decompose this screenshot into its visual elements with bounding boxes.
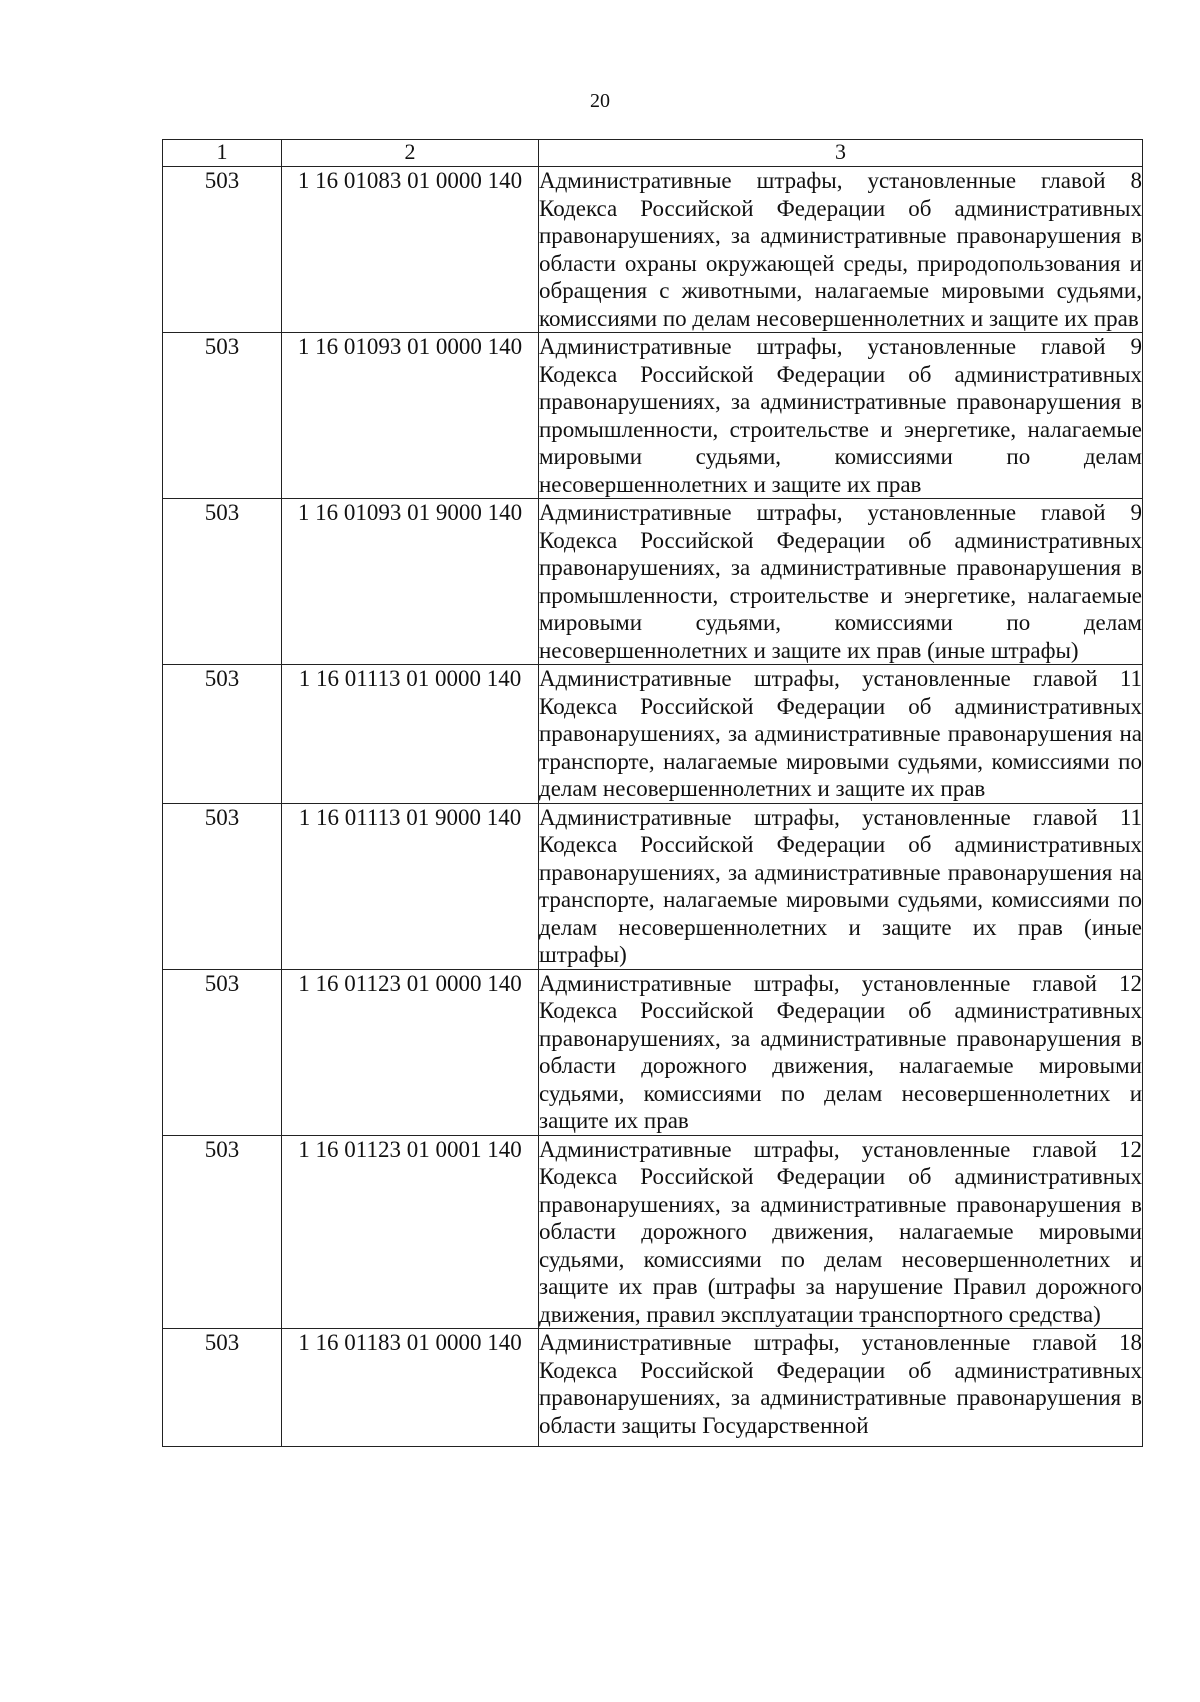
table-row — [163, 167, 1143, 333]
table-row — [163, 665, 1143, 804]
column-header-3: 3 — [539, 140, 1143, 167]
kbk-code-cell: 1 16 01123 01 0001 140 — [282, 1135, 539, 1329]
description-cell — [539, 1329, 1143, 1447]
admin-code-cell: 503 — [163, 499, 282, 665]
column-header-1: 1 — [163, 140, 282, 167]
description-cell: Административные штрафы, установленные главой 8 Кодекса Российской Федерации об административных правонарушениях, за административные правонарушения в области охраны окружающей среды, природопользования и обращения с животными, налагаемые мировыми судьями, комиссиями по делам несовершеннолетних и защите их прав — [539, 168, 1142, 331]
kbk-table — [162, 139, 1143, 1447]
admin-code-cell: 503 — [163, 665, 282, 804]
admin-code-cell: 503 — [163, 333, 282, 499]
kbk-code-cell: 1 16 01183 01 0000 140 — [282, 1329, 539, 1447]
description-cell: Административные штрафы, установленные главой 9 Кодекса Российской Федерации об административных правонарушениях, за административные правонарушения в промышленности, строительстве и энергетике, налагаемые мировыми судьями, комиссиями по делам несовершеннолетних и защите их прав — [539, 334, 1142, 497]
description-cell: Административные штрафы, установленные главой 11 Кодекса Российской Федерации об административных правонарушениях, за административные правонарушения на транспорте, налагаемые мировыми судьями, комиссиями по делам несовершеннолетних и защите их прав (иные штрафы) — [539, 804, 1142, 967]
admin-code-cell: 503 — [163, 803, 282, 969]
description-cell: Административные штрафы, установленные главой 12 Кодекса Российской Федерации об административных правонарушениях, за административные правонарушения в области дорожного движения, налагаемые мировыми судьями, комиссиями по делам несовершеннолетних и защите их прав — [539, 970, 1142, 1133]
admin-code-cell: 503 — [163, 1329, 282, 1447]
kbk-code-cell: 1 16 01093 01 0000 140 — [282, 333, 539, 499]
kbk-code-cell: 1 16 01123 01 0000 140 — [282, 969, 539, 1135]
table-row — [163, 803, 1143, 969]
admin-code-cell: 503 — [163, 1135, 282, 1329]
description-text: Административные штрафы, установленные главой 18 Кодекса Российской Федерации об административных правонарушениях, за административные правонарушения в области защиты Государственной — [539, 1330, 1142, 1438]
admin-code-cell: 503 — [163, 167, 282, 333]
table-row — [163, 499, 1143, 665]
admin-code-cell: 503 — [163, 969, 282, 1135]
description-cell: Административные штрафы, установленные главой 12 Кодекса Российской Федерации об административных правонарушениях, за административные правонарушения в области дорожного движения, налагаемые мировыми судьями, комиссиями по делам несовершеннолетних и защите их прав (штрафы за нарушение Правил дорожного движения, правил эксплуатации транспортного средства) — [539, 1136, 1142, 1327]
table-row — [163, 969, 1143, 1135]
table-row — [163, 333, 1143, 499]
table-row — [163, 1329, 1143, 1447]
table-header-row — [163, 140, 1143, 167]
kbk-code-cell: 1 16 01113 01 9000 140 — [282, 803, 539, 969]
kbk-code-cell: 1 16 01093 01 9000 140 — [282, 499, 539, 665]
description-cell: Административные штрафы, установленные главой 9 Кодекса Российской Федерации об административных правонарушениях, за административные правонарушения в промышленности, строительстве и энергетике, налагаемые мировыми судьями, комиссиями по делам несовершеннолетних и защите их прав (иные штрафы) — [539, 500, 1142, 663]
column-header-2: 2 — [282, 140, 539, 167]
kbk-code-cell: 1 16 01083 01 0000 140 — [282, 167, 539, 333]
kbk-code-cell: 1 16 01113 01 0000 140 — [282, 665, 539, 804]
description-cell: Административные штрафы, установленные главой 11 Кодекса Российской Федерации об административных правонарушениях, за административные правонарушения на транспорте, налагаемые мировыми судьями, комиссиями по делам несовершеннолетних и защите их прав — [539, 666, 1142, 801]
table-row — [163, 1135, 1143, 1329]
page-number: 20 — [590, 90, 610, 112]
